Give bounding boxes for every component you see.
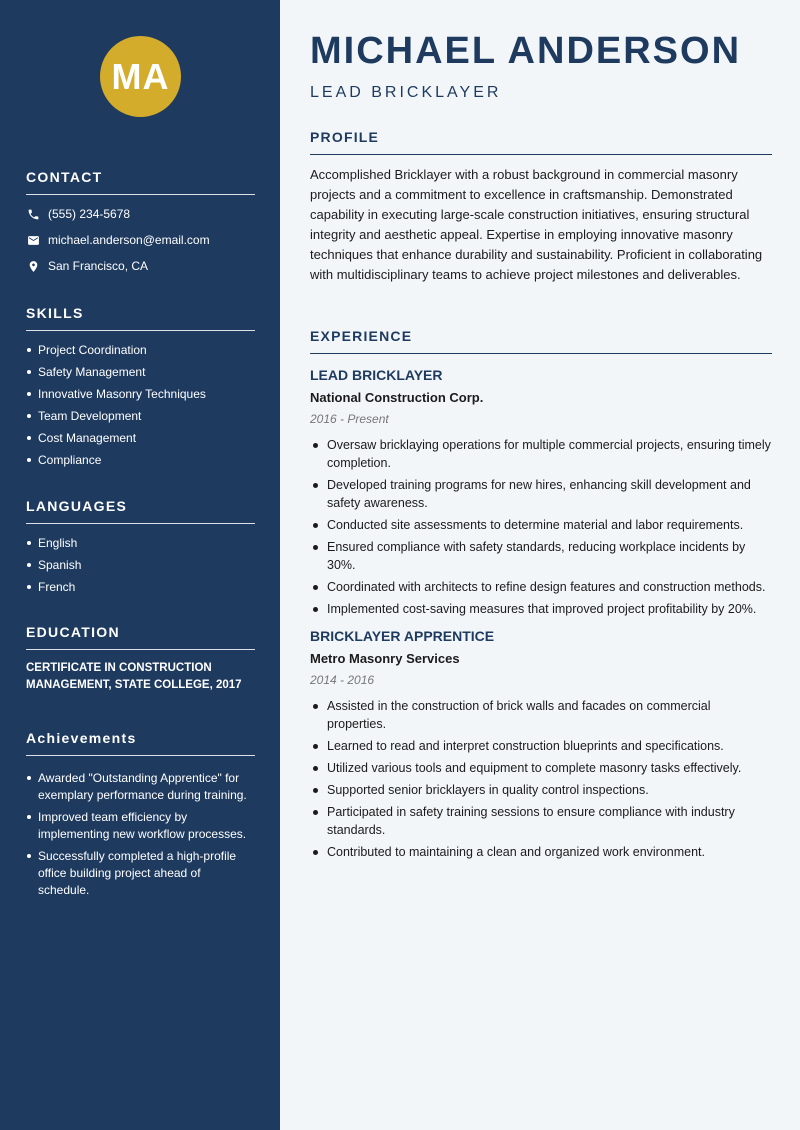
job-title: BRICKLAYER APPRENTICE bbox=[310, 628, 495, 644]
profile-section bbox=[310, 129, 772, 285]
phone-text: (555) 234-5678 bbox=[48, 207, 131, 221]
contact-phone bbox=[26, 207, 255, 221]
skills-section bbox=[26, 305, 255, 475]
job-bullet: Oversaw bricklaying operations for multiple commercial projects, ensuring timely completion. bbox=[310, 436, 772, 472]
profile-text: Accomplished Bricklayer with a robust background in commercial masonry projects and a commitment to excellence in craftsmanship. Demonstrated capability in executing large-scale construction initiatives, ensuring structural integrity and aesthetic appeal. Expertise in employing innovative masonry techniques that enhance durability and sustainability. Proficient in collaborating with multidisciplinary teams to achieve project milestones and deliverables. bbox=[310, 167, 763, 282]
job-bullet: Implemented cost-saving measures that improved project profitability by 20%. bbox=[310, 600, 772, 618]
skill-item: Compliance bbox=[26, 453, 255, 467]
email-icon bbox=[26, 233, 40, 247]
skill-item: Innovative Masonry Techniques bbox=[26, 387, 255, 401]
experience-section bbox=[310, 328, 772, 865]
candidate-role: LEAD BRICKLAYER bbox=[310, 84, 502, 101]
skills-list bbox=[26, 343, 255, 467]
achievements-title: Achievements bbox=[26, 730, 137, 746]
languages-title: LANGUAGES bbox=[26, 498, 128, 514]
skill-item: Project Coordination bbox=[26, 343, 255, 357]
profile-divider bbox=[310, 154, 772, 155]
skill-item: Team Development bbox=[26, 409, 255, 423]
education-entry: CERTIFICATE IN CONSTRUCTION MANAGEMENT, STATE COLLEGE, 2017 bbox=[26, 662, 242, 691]
job-bullets bbox=[310, 436, 772, 618]
sidebar bbox=[0, 0, 280, 1130]
job-company: Metro Masonry Services bbox=[310, 651, 460, 666]
job-bullet: Learned to read and interpret construction blueprints and specifications. bbox=[310, 737, 772, 755]
job-bullet: Utilized various tools and equipment to complete masonry tasks effectively. bbox=[310, 759, 772, 777]
language-item: English bbox=[26, 536, 255, 550]
contact-divider bbox=[26, 194, 255, 195]
languages-divider bbox=[26, 523, 255, 524]
job-bullet: Developed training programs for new hires, enhancing skill development and safety awareness. bbox=[310, 476, 772, 512]
contact-email bbox=[26, 233, 255, 247]
email-text[interactable]: michael.anderson@email.com bbox=[48, 233, 210, 247]
job-bullet: Assisted in the construction of brick walls and facades on commercial properties. bbox=[310, 697, 772, 733]
job-dates: 2014 - 2016 bbox=[310, 673, 375, 687]
location-text: San Francisco, CA bbox=[48, 259, 149, 273]
achievements-section bbox=[26, 730, 255, 904]
job-entry bbox=[310, 367, 772, 618]
location-pin-icon bbox=[26, 259, 40, 273]
languages-section bbox=[26, 498, 255, 602]
skills-title: SKILLS bbox=[26, 305, 84, 321]
achievements-divider bbox=[26, 755, 255, 756]
achievement-item: Improved team efficiency by implementing new workflow processes. bbox=[26, 809, 255, 843]
candidate-name: MICHAEL ANDERSON bbox=[310, 30, 742, 72]
job-dates: 2016 - Present bbox=[310, 412, 389, 426]
job-bullet: Coordinated with architects to refine design features and construction methods. bbox=[310, 578, 772, 596]
language-item: Spanish bbox=[26, 558, 255, 572]
language-item: French bbox=[26, 580, 255, 594]
job-title: LEAD BRICKLAYER bbox=[310, 367, 443, 383]
skills-divider bbox=[26, 330, 255, 331]
skill-item: Cost Management bbox=[26, 431, 255, 445]
job-bullet: Participated in safety training sessions to ensure compliance with industry standards. bbox=[310, 803, 772, 839]
experience-title: EXPERIENCE bbox=[310, 328, 413, 344]
achievement-item: Successfully completed a high-profile office building project ahead of schedule. bbox=[26, 848, 255, 899]
achievement-item: Awarded "Outstanding Apprentice" for exemplary performance during training. bbox=[26, 770, 255, 804]
profile-title: PROFILE bbox=[310, 129, 380, 145]
skill-item: Safety Management bbox=[26, 365, 255, 379]
phone-icon bbox=[26, 207, 40, 221]
job-bullet: Contributed to maintaining a clean and organized work environment. bbox=[310, 843, 772, 861]
job-bullet: Ensured compliance with safety standards, reducing workplace incidents by 30%. bbox=[310, 538, 772, 574]
job-bullet: Supported senior bricklayers in quality control inspections. bbox=[310, 781, 772, 799]
education-divider bbox=[26, 649, 255, 650]
achievements-list bbox=[26, 770, 255, 899]
avatar: MA bbox=[100, 36, 181, 117]
languages-list bbox=[26, 536, 255, 594]
contact-location bbox=[26, 259, 255, 273]
education-title: EDUCATION bbox=[26, 624, 120, 640]
job-entry bbox=[310, 628, 772, 861]
job-bullets bbox=[310, 697, 772, 861]
job-company: National Construction Corp. bbox=[310, 390, 484, 405]
contact-section bbox=[26, 169, 255, 273]
job-bullet: Conducted site assessments to determine material and labor requirements. bbox=[310, 516, 772, 534]
experience-divider bbox=[310, 353, 772, 354]
contact-title: CONTACT bbox=[26, 169, 103, 185]
education-section bbox=[26, 624, 255, 694]
